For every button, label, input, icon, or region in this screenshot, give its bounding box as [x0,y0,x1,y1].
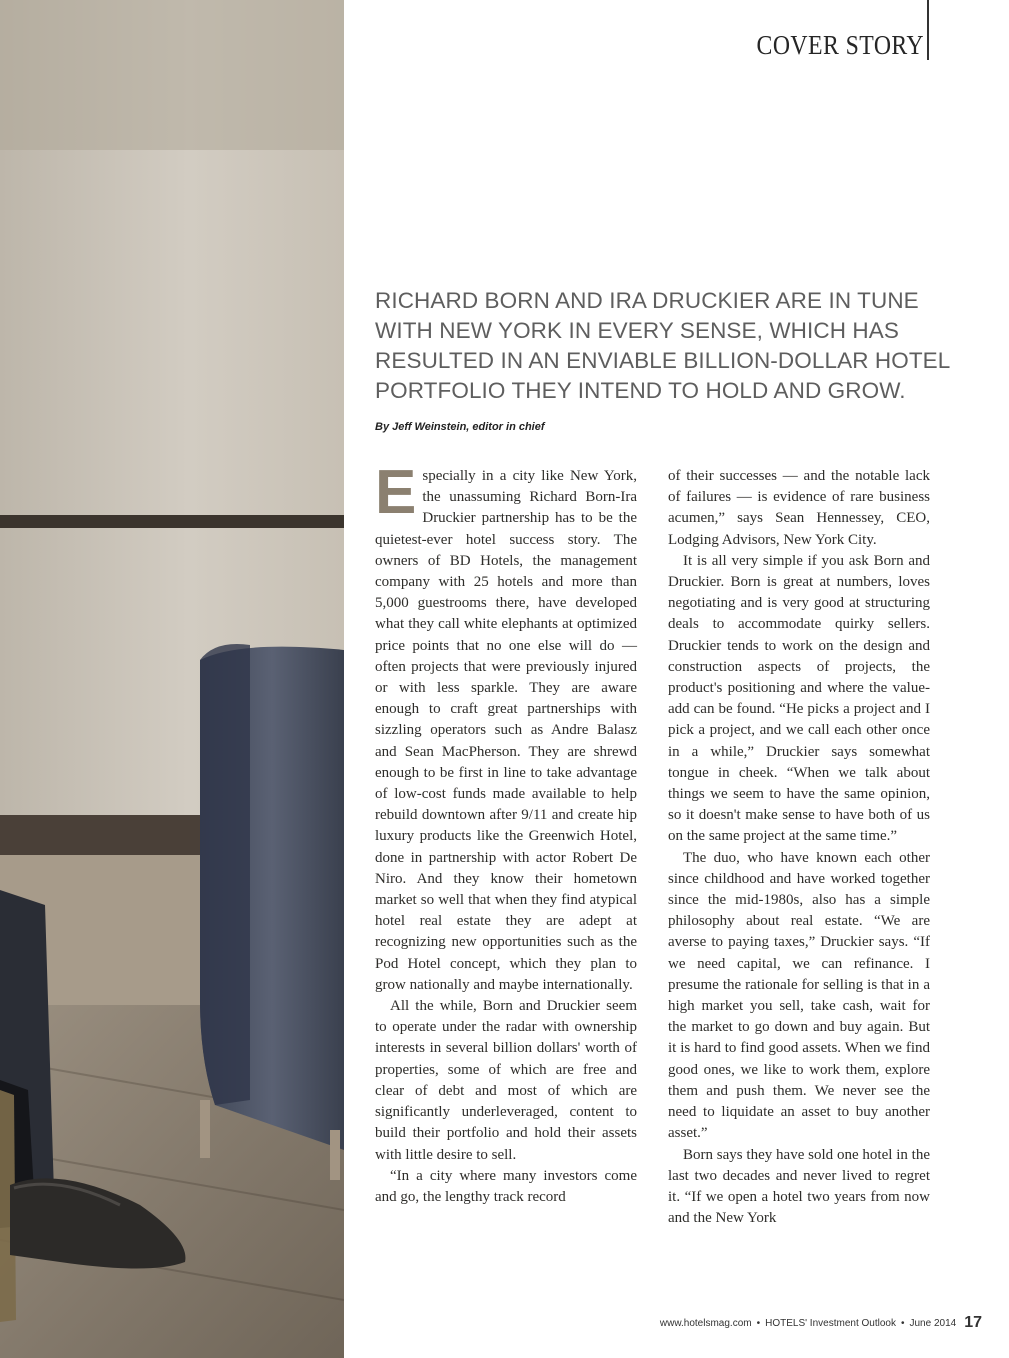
section-label: COVER STORY [756,30,924,60]
page-footer [560,1314,982,1332]
body-paragraph: Born says they have sold one hotel in the last two decades and never lived to regret it. “If we open a hotel two years from now and the New York [668,1146,930,1227]
footer-separator: • [900,1318,905,1329]
byline: By Jeff Weinstein, editor in chief [375,421,545,433]
body-paragraph: It is all very simple if you ask Born and Druckier. Born is great at numbers, loves negotiating and is very good at structuring deals to accommodate quirky sellers. Druckier tends to work on the design and construction aspects of projects, the product's positioning and where the value-add can be found. “He picks a project and I pick a project, and we call each other once in a while,” Druckier says somewhat tongue in cheek. “When we talk about things we seem to have the same opinion, so it doesn't make sense to have both of us on the same project at the same time.” [668,552,930,845]
body-paragraph: “In a city where many investors come and go, the lengthy track record [375,1167,637,1205]
body-paragraph: of their successes — and the notable lack of failures — is evidence of rare business acumen,” says Sean Hennessey, CEO, Lodging Advisors, New York City. [668,468,930,548]
body-paragraph: Especially in a city like New York, the unassuming Richard Born-Ira Druckier partnership has to be the quietest-ever hotel success story. The owners of BD Hotels, the management company with 25 hotels and more than 5,000 guestrooms there, have developed what they call white elephants at optimized price points that no one else will do — often projects that were previously injured or with less sparkle. They are aware enough to craft great partnerships with sizzling operators such as Andre Balasz and Sean MacPherson. They are shrewd enough to be first in line to take advantage of low-cost funds made available to help rebuild downtown after 9/11 and create hip luxury products like the Greenwich Hotel, done in partnership with actor Robert De Niro. And they know their hometown market so well that when they find atypical hotel real estate they are adept at recognizing new opportunities such as the Pod Hotel concept, which they plan to grow nationally and maybe internationally. [375,458,637,993]
drop-cap: E [375,458,417,527]
body-paragraph: The duo, who have known each other since childhood and have worked together since the mid-1980s, also has a simple philosophy about real estate. “We are averse to paying taxes,” Druckier says. “If we need capital, we can refinance. I presume the rationale for selling is that in a high market you sell, take cash, wait for the market to go down and buy again. But it is hard to find good assets. When we find good ones, we like to work them, explore them and push them. We never see the need to liquidate an asset to buy another asset.” [668,849,930,1142]
footer-publication: HOTELS' Investment Outlook [765,1318,896,1329]
body-column-left [375,458,637,1208]
wall-rail [0,515,344,528]
armchair [200,644,344,1180]
footer-date: June 2014 [909,1318,957,1329]
body-paragraph: All the while, Born and Druckier seem to operate under the radar with ownership interests in several billion dollars' worth of properties, some of which are free and clear of debt and most of which are significantly underleveraged, content to build their portfolio and hold their assets with little desire to sell. [375,998,637,1163]
page-number: 17 [964,1314,982,1331]
cover-photo [0,0,344,1358]
footer-website: www.hotelsmag.com [659,1318,752,1329]
footer-separator: • [756,1318,761,1329]
section-rule [927,0,929,60]
article-deck: RICHARD BORN AND IRA DRUCKIER ARE IN TUNE WITH NEW YORK IN EVERY SENSE, WHICH HAS RESULTED IN AN ENVIABLE BILLION-DOLLAR HOTEL PORTFOLIO THEY INTEND TO HOLD AND GROW. [375,288,950,403]
body-column-right [668,466,930,1229]
